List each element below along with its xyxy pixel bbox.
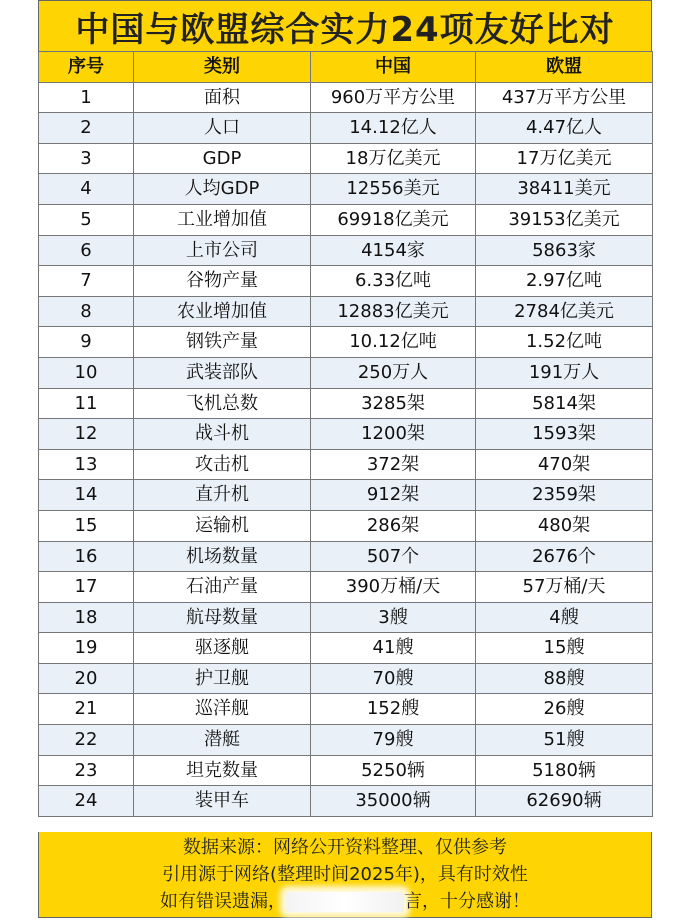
eu-value-cell: 4艘 xyxy=(476,602,653,633)
category-cell: 谷物产量 xyxy=(134,266,311,297)
china-value-cell: 390万桶/天 xyxy=(311,572,476,603)
row-index: 4 xyxy=(39,174,134,205)
footer-source: 数据来源：网络公开资料整理、仅供参考 xyxy=(183,837,507,858)
eu-value-cell: 1.52亿吨 xyxy=(476,327,653,358)
table-row xyxy=(39,82,653,113)
category-cell: 驱逐舰 xyxy=(134,633,311,664)
table-row xyxy=(39,449,653,480)
header-eu: 欧盟 xyxy=(476,52,653,83)
china-value-cell: 79艘 xyxy=(311,725,476,756)
row-index: 7 xyxy=(39,266,134,297)
category-cell: 运输机 xyxy=(134,510,311,541)
table-row xyxy=(39,480,653,511)
table-row xyxy=(39,388,653,419)
category-cell: 武装部队 xyxy=(134,357,311,388)
china-value-cell: 69918亿美元 xyxy=(311,204,476,235)
china-value-cell: 3285架 xyxy=(311,388,476,419)
eu-value-cell: 470架 xyxy=(476,449,653,480)
eu-value-cell: 5180辆 xyxy=(476,755,653,786)
eu-value-cell: 62690辆 xyxy=(476,786,653,817)
table-row xyxy=(39,235,653,266)
table-row xyxy=(39,602,653,633)
category-cell: 机场数量 xyxy=(134,541,311,572)
china-value-cell: 12556美元 xyxy=(311,174,476,205)
china-value-cell: 14.12亿人 xyxy=(311,113,476,144)
eu-value-cell: 88艘 xyxy=(476,663,653,694)
row-index: 15 xyxy=(39,510,134,541)
row-index: 22 xyxy=(39,725,134,756)
china-value-cell: 35000辆 xyxy=(311,786,476,817)
title-bar xyxy=(38,0,652,51)
china-value-cell: 6.33亿吨 xyxy=(311,266,476,297)
china-value-cell: 5250辆 xyxy=(311,755,476,786)
eu-value-cell: 2359架 xyxy=(476,480,653,511)
comparison-table xyxy=(38,51,653,817)
table-row xyxy=(39,694,653,725)
eu-value-cell: 26艘 xyxy=(476,694,653,725)
row-index: 5 xyxy=(39,204,134,235)
row-index: 23 xyxy=(39,755,134,786)
china-value-cell: 507个 xyxy=(311,541,476,572)
row-index: 13 xyxy=(39,449,134,480)
table-row xyxy=(39,204,653,235)
category-cell: 潜艇 xyxy=(134,725,311,756)
row-index: 14 xyxy=(39,480,134,511)
eu-value-cell: 2676个 xyxy=(476,541,653,572)
category-cell: 飞机总数 xyxy=(134,388,311,419)
row-index: 20 xyxy=(39,663,134,694)
table-row xyxy=(39,143,653,174)
china-value-cell: 286架 xyxy=(311,510,476,541)
china-value-cell: 912架 xyxy=(311,480,476,511)
table-row xyxy=(39,755,653,786)
row-index: 11 xyxy=(39,388,134,419)
category-cell: 攻击机 xyxy=(134,449,311,480)
table-row xyxy=(39,113,653,144)
eu-value-cell: 191万人 xyxy=(476,357,653,388)
eu-value-cell: 437万平方公里 xyxy=(476,82,653,113)
table-header-row xyxy=(39,52,653,83)
category-cell: 装甲车 xyxy=(134,786,311,817)
table-row xyxy=(39,174,653,205)
china-value-cell: 3艘 xyxy=(311,602,476,633)
row-index: 3 xyxy=(39,143,134,174)
row-index: 17 xyxy=(39,572,134,603)
table-row xyxy=(39,510,653,541)
redaction-mark xyxy=(286,892,404,912)
row-index: 24 xyxy=(39,786,134,817)
row-index: 16 xyxy=(39,541,134,572)
eu-value-cell: 5863家 xyxy=(476,235,653,266)
eu-value-cell: 57万桶/天 xyxy=(476,572,653,603)
china-value-cell: 372架 xyxy=(311,449,476,480)
footer-thanks xyxy=(160,888,530,915)
eu-value-cell: 15艘 xyxy=(476,633,653,664)
footer-thanks-end: 言，十分感谢！ xyxy=(404,891,530,912)
china-value-cell: 70艘 xyxy=(311,663,476,694)
row-index: 1 xyxy=(39,82,134,113)
china-value-cell: 250万人 xyxy=(311,357,476,388)
row-index: 2 xyxy=(39,113,134,144)
table-row xyxy=(39,633,653,664)
china-value-cell: 10.12亿吨 xyxy=(311,327,476,358)
header-index: 序号 xyxy=(39,52,134,83)
row-index: 18 xyxy=(39,602,134,633)
table-row xyxy=(39,572,653,603)
category-cell: 上市公司 xyxy=(134,235,311,266)
category-cell: 航母数量 xyxy=(134,602,311,633)
china-value-cell: 18万亿美元 xyxy=(311,143,476,174)
table-row xyxy=(39,786,653,817)
row-index: 8 xyxy=(39,296,134,327)
eu-value-cell: 2784亿美元 xyxy=(476,296,653,327)
row-index: 10 xyxy=(39,357,134,388)
eu-value-cell: 480架 xyxy=(476,510,653,541)
eu-value-cell: 51艘 xyxy=(476,725,653,756)
category-cell: 人口 xyxy=(134,113,311,144)
china-value-cell: 41艘 xyxy=(311,633,476,664)
category-cell: 工业增加值 xyxy=(134,204,311,235)
china-value-cell: 1200架 xyxy=(311,419,476,450)
page-title: 中国与欧盟综合实力24项友好比对 xyxy=(75,9,615,50)
row-index: 9 xyxy=(39,327,134,358)
footer-time-note: 引用源于网络(整理时间2025年)，具有时效性 xyxy=(162,864,528,885)
category-cell: GDP xyxy=(134,143,311,174)
header-category: 类别 xyxy=(134,52,311,83)
table-row xyxy=(39,357,653,388)
category-cell: 坦克数量 xyxy=(134,755,311,786)
eu-value-cell: 1593架 xyxy=(476,419,653,450)
table-row xyxy=(39,266,653,297)
category-cell: 人均GDP xyxy=(134,174,311,205)
comparison-card xyxy=(38,0,652,918)
row-index: 21 xyxy=(39,694,134,725)
category-cell: 钢铁产量 xyxy=(134,327,311,358)
category-cell: 农业增加值 xyxy=(134,296,311,327)
row-index: 12 xyxy=(39,419,134,450)
eu-value-cell: 39153亿美元 xyxy=(476,204,653,235)
header-china: 中国 xyxy=(311,52,476,83)
china-value-cell: 12883亿美元 xyxy=(311,296,476,327)
china-value-cell: 152艘 xyxy=(311,694,476,725)
category-cell: 战斗机 xyxy=(134,419,311,450)
table-row xyxy=(39,663,653,694)
table-row xyxy=(39,725,653,756)
eu-value-cell: 5814架 xyxy=(476,388,653,419)
category-cell: 护卫舰 xyxy=(134,663,311,694)
footer-note xyxy=(38,832,652,918)
category-cell: 面积 xyxy=(134,82,311,113)
china-value-cell: 4154家 xyxy=(311,235,476,266)
category-cell: 石油产量 xyxy=(134,572,311,603)
eu-value-cell: 38411美元 xyxy=(476,174,653,205)
row-index: 6 xyxy=(39,235,134,266)
table-row xyxy=(39,541,653,572)
row-index: 19 xyxy=(39,633,134,664)
eu-value-cell: 4.47亿人 xyxy=(476,113,653,144)
table-row xyxy=(39,327,653,358)
category-cell: 巡洋舰 xyxy=(134,694,311,725)
eu-value-cell: 17万亿美元 xyxy=(476,143,653,174)
table-row xyxy=(39,419,653,450)
china-value-cell: 960万平方公里 xyxy=(311,82,476,113)
footer-thanks-start: 如有错误遗漏， xyxy=(160,891,286,912)
eu-value-cell: 2.97亿吨 xyxy=(476,266,653,297)
category-cell: 直升机 xyxy=(134,480,311,511)
table-row xyxy=(39,296,653,327)
